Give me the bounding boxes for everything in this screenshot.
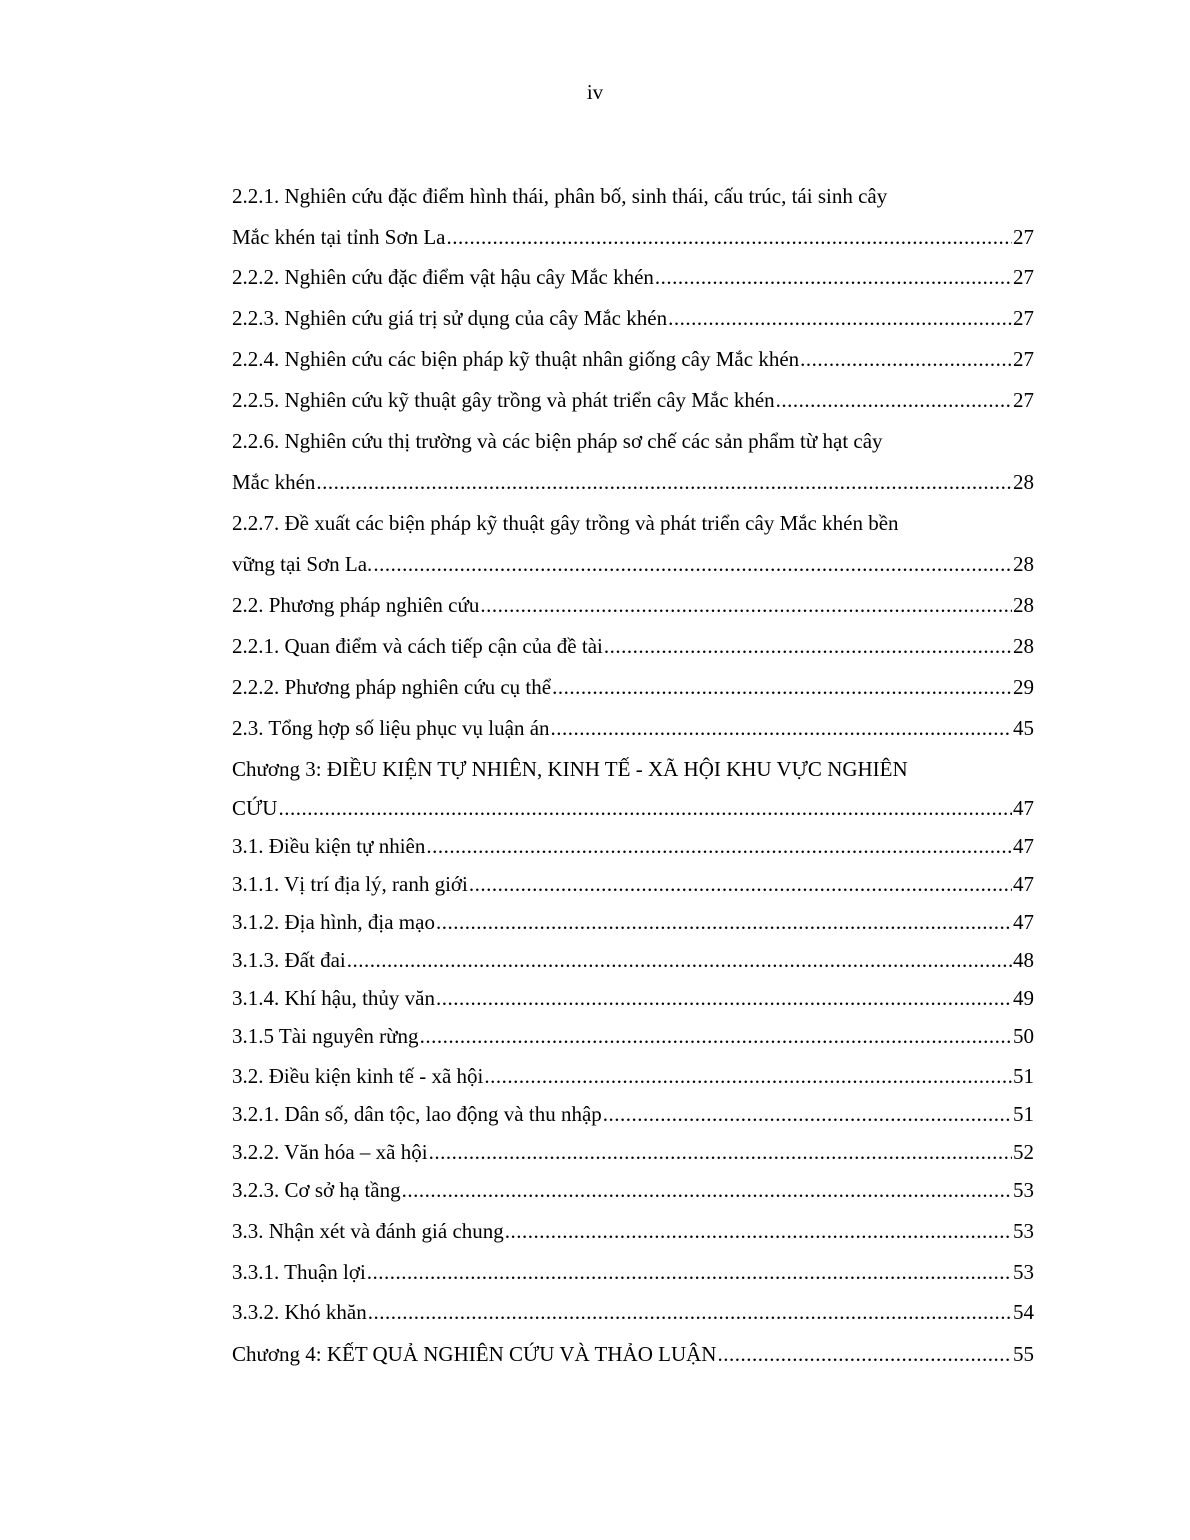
- toc-entry-page: 28: [1013, 634, 1034, 658]
- toc-entry: [232, 673, 1034, 701]
- toc-entry: [232, 509, 1034, 537]
- toc-entry-title: 3.1.3. Đất đai: [232, 948, 346, 972]
- toc-entry: [232, 1176, 1034, 1204]
- toc-entry-title: 3.3. Nhận xét và đánh giá chung: [232, 1219, 504, 1243]
- toc-entry-page: 27: [1013, 347, 1034, 371]
- dot-leader: [420, 1022, 1012, 1050]
- toc-entry-page: 47: [1013, 834, 1034, 858]
- dot-leader: [436, 984, 1012, 1012]
- toc-entry-page: 53: [1013, 1260, 1034, 1284]
- toc-entry-page: 28: [1013, 470, 1034, 494]
- dot-leader: [446, 223, 1012, 251]
- toc-entry-title: 2.2.2. Nghiên cứu đặc điểm vật hậu cây Mắc khén: [232, 265, 654, 289]
- toc-entry-title: 3.1.5 Tài nguyên rừng: [232, 1024, 419, 1048]
- toc-entry: [232, 1258, 1034, 1286]
- dot-leader: [604, 632, 1012, 660]
- toc-entry-title: vững tại Sơn La.: [232, 552, 373, 576]
- toc-entry-page: 53: [1013, 1219, 1034, 1243]
- toc-entry-title: 2.2.4. Nghiên cứu các biện pháp kỹ thuật nhân giống cây Mắc khén: [232, 347, 800, 371]
- dot-leader: [368, 1298, 1012, 1326]
- toc-entry-page: 27: [1013, 265, 1034, 289]
- toc-entry-title: 2.2.3. Nghiên cứu giá trị sử dụng của cây Mắc khén: [232, 306, 668, 330]
- toc-entry: [232, 550, 1034, 578]
- toc-entry-page: 53: [1013, 1178, 1034, 1202]
- toc-entry-page: 47: [1013, 872, 1034, 896]
- toc-entry-title: 3.1.2. Địa hình, địa mạo: [232, 910, 435, 934]
- toc-entry-title: 3.1. Điều kiện tự nhiên: [232, 834, 426, 858]
- dot-leader: [668, 304, 1012, 332]
- toc-entry-title: 2.2.1. Nghiên cứu đặc điểm hình thái, phân bố, sinh thái, cấu trúc, tái sinh cây: [232, 184, 888, 208]
- toc-entry-page: 27: [1013, 388, 1034, 412]
- toc-entry: [232, 427, 1034, 455]
- dot-leader: [347, 946, 1012, 974]
- toc-entry-title: CỨU: [232, 796, 278, 820]
- dot-leader: [373, 550, 1012, 578]
- dot-leader: [436, 908, 1012, 936]
- toc-entry: [232, 984, 1034, 1012]
- toc-entry: [232, 304, 1034, 332]
- toc-entry: [232, 182, 1034, 210]
- toc-entry-page: 28: [1013, 593, 1034, 617]
- toc-entry: [232, 1217, 1034, 1245]
- dot-leader: [776, 386, 1012, 414]
- toc-entry-title: 3.3.2. Khó khăn: [232, 1300, 367, 1324]
- toc-entry-title: 2.2. Phương pháp nghiên cứu: [232, 593, 480, 617]
- toc-entry-page: 49: [1013, 986, 1034, 1010]
- toc-entry: [232, 908, 1034, 936]
- dot-leader: [480, 591, 1012, 619]
- dot-leader: [316, 468, 1012, 496]
- toc-entry: [232, 870, 1034, 898]
- dot-leader: [717, 1340, 1012, 1368]
- dot-leader: [505, 1217, 1012, 1245]
- toc-entry: [232, 591, 1034, 619]
- toc-entry: [232, 632, 1034, 660]
- dot-leader: [469, 870, 1012, 898]
- toc-entry-title: 3.2.2. Văn hóa – xã hội: [232, 1140, 428, 1164]
- toc-entry-page: 47: [1013, 796, 1034, 820]
- dot-leader: [552, 673, 1012, 701]
- toc-entry-page: 51: [1013, 1064, 1034, 1088]
- toc-entry: [232, 223, 1034, 251]
- toc-entry-page: 52: [1013, 1140, 1034, 1164]
- toc-entry-page: 54: [1013, 1300, 1034, 1324]
- toc-entry: [232, 1022, 1034, 1050]
- toc-entry: [232, 1100, 1034, 1128]
- dot-leader: [402, 1176, 1012, 1204]
- dot-leader: [429, 1138, 1012, 1166]
- toc-entry-title: 3.1.1. Vị trí địa lý, ranh giới: [232, 872, 468, 896]
- toc-entry: [232, 345, 1034, 373]
- toc-entry-title: Mắc khén: [232, 470, 316, 494]
- toc-entry-page: 28: [1013, 552, 1034, 576]
- toc-entry-page: 55: [1013, 1342, 1034, 1366]
- toc-entry: [232, 832, 1034, 860]
- toc-entry: [232, 1138, 1034, 1166]
- toc-entry-page: 51: [1013, 1102, 1034, 1126]
- toc-entry: [232, 386, 1034, 414]
- dot-leader: [800, 345, 1012, 373]
- dot-leader: [655, 263, 1012, 291]
- toc-entry-page: 47: [1013, 910, 1034, 934]
- toc-entry: [232, 794, 1034, 822]
- dot-leader: [367, 1258, 1012, 1286]
- toc-entry-page: 27: [1013, 306, 1034, 330]
- toc-entry-title: 3.1.4. Khí hậu, thủy văn: [232, 986, 435, 1010]
- toc-entry-title: 3.3.1. Thuận lợi: [232, 1260, 366, 1284]
- dot-leader: [603, 1100, 1012, 1128]
- toc-entry-title: Chương 4: KẾT QUẢ NGHIÊN CỨU VÀ THẢO LUẬN: [232, 1342, 717, 1366]
- toc-entry: [232, 1062, 1034, 1090]
- toc-entry: [232, 468, 1034, 496]
- toc-entry-page: 48: [1013, 948, 1034, 972]
- toc-entry-title: 3.2.3. Cơ sở hạ tầng: [232, 1178, 401, 1202]
- page-number: iv: [586, 80, 604, 104]
- toc-entry-title: 2.2.7. Đề xuất các biện pháp kỹ thuật gây trồng và phát triển cây Mắc khén bền: [232, 511, 899, 535]
- toc-entry-title: 3.2.1. Dân số, dân tộc, lao động và thu nhập: [232, 1102, 602, 1126]
- toc-entry: [232, 714, 1034, 742]
- dot-leader: [426, 832, 1012, 860]
- toc-entry-title: 2.3. Tổng hợp số liệu phục vụ luận án: [232, 716, 550, 740]
- dot-leader: [278, 794, 1012, 822]
- toc-entry-title: Mắc khén tại tỉnh Sơn La: [232, 225, 446, 249]
- toc-entry: [232, 1298, 1034, 1326]
- toc-entry-page: 29: [1013, 675, 1034, 699]
- toc-entry-page: 50: [1013, 1024, 1034, 1048]
- dot-leader: [551, 714, 1012, 742]
- toc-entry-title: 2.2.5. Nghiên cứu kỹ thuật gây trồng và phát triển cây Mắc khén: [232, 388, 775, 412]
- toc-entry-title: 2.2.1. Quan điểm và cách tiếp cận của đề tài: [232, 634, 603, 658]
- toc-entry-title: Chương 3: ĐIỀU KIỆN TỰ NHIÊN, KINH TẾ - XÃ HỘI KHU VỰC NGHIÊN: [232, 757, 908, 781]
- dot-leader: [484, 1062, 1012, 1090]
- toc-entry-page: 27: [1013, 225, 1034, 249]
- toc-entry: [232, 263, 1034, 291]
- toc-entry: [232, 755, 1034, 783]
- toc-entry-title: 2.2.2. Phương pháp nghiên cứu cụ thể: [232, 675, 552, 699]
- toc-entry-page: 45: [1013, 716, 1034, 740]
- toc-entry-title: 3.2. Điều kiện kinh tế - xã hội: [232, 1064, 484, 1088]
- toc-entry: [232, 1340, 1034, 1368]
- toc-entry-title: 2.2.6. Nghiên cứu thị trường và các biện pháp sơ chế các sản phẩm từ hạt cây: [232, 429, 883, 453]
- toc-entry: [232, 946, 1034, 974]
